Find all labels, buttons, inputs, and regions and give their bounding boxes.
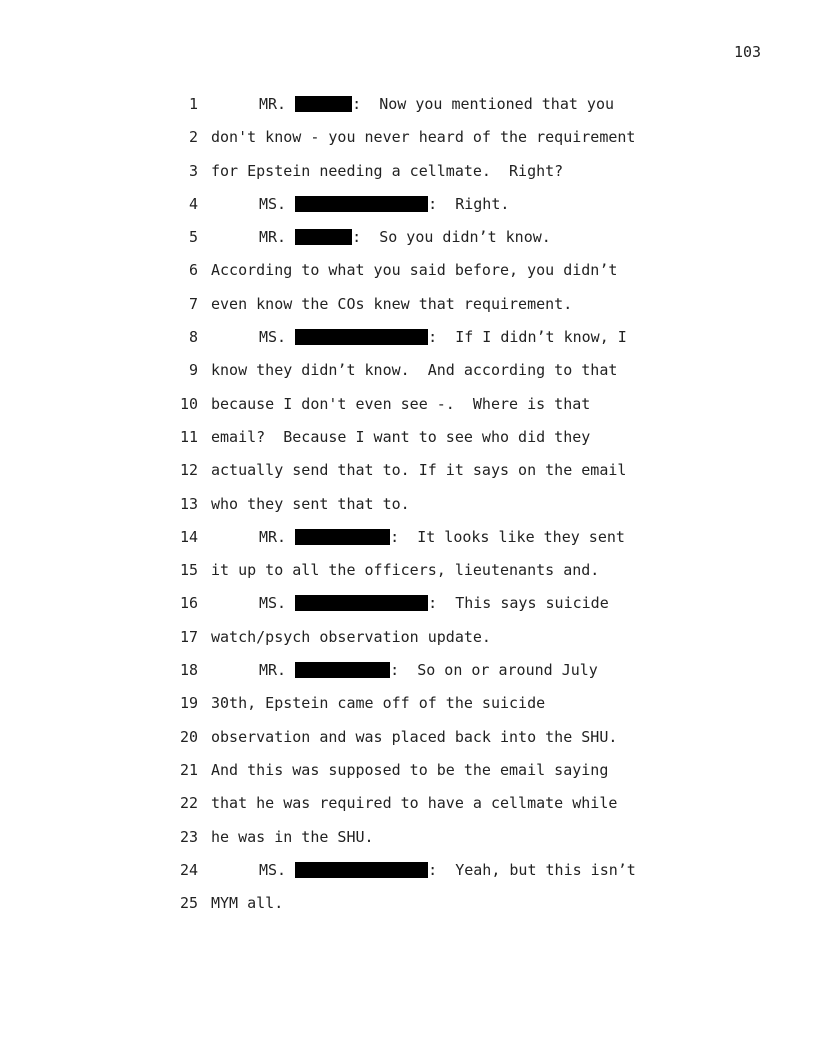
line-number: 6 xyxy=(188,261,198,280)
transcript-line xyxy=(170,292,690,325)
transcript-line xyxy=(170,492,690,525)
transcript-line xyxy=(170,691,690,724)
line-number: 9 xyxy=(188,361,198,380)
transcript-line xyxy=(170,658,690,691)
transcript-body xyxy=(170,92,690,924)
transcript-line xyxy=(170,192,690,225)
line-number: 17 xyxy=(179,627,198,646)
speech-text: : So you didn’t know. xyxy=(352,228,551,247)
line-text xyxy=(211,528,625,546)
line-text: And this was supposed to be the email saying xyxy=(211,760,609,779)
line-text: don't know - you never heard of the requirement xyxy=(211,128,636,147)
line-number: 4 xyxy=(188,194,198,213)
line-text xyxy=(211,228,551,246)
line-number: 8 xyxy=(188,328,198,347)
redaction-bar xyxy=(295,662,390,678)
speaker-label: MS. xyxy=(259,594,287,613)
line-text xyxy=(211,661,598,679)
line-number: 14 xyxy=(179,527,198,546)
line-text: know they didn’t know. And according to that xyxy=(211,361,618,380)
line-number: 13 xyxy=(179,494,198,513)
speech-text: : Yeah, but this isn’t xyxy=(428,860,636,879)
line-text: According to what you said before, you didn’t xyxy=(211,261,618,280)
transcript-line xyxy=(170,558,690,591)
line-text: even know the COs knew that requirement. xyxy=(211,294,573,313)
transcript-line xyxy=(170,825,690,858)
transcript-line xyxy=(170,858,690,891)
line-text: because I don't even see -. Where is that xyxy=(211,394,591,413)
transcript-line xyxy=(170,159,690,192)
redaction-bar xyxy=(295,329,428,345)
line-number: 7 xyxy=(188,294,198,313)
speaker-label: MS. xyxy=(259,860,287,879)
page-number: 103 xyxy=(734,43,762,61)
line-number: 24 xyxy=(179,860,198,879)
line-text xyxy=(211,95,614,113)
transcript-line xyxy=(170,725,690,758)
line-number: 21 xyxy=(179,760,198,779)
line-text: who they sent that to. xyxy=(211,494,410,513)
line-number: 3 xyxy=(188,161,198,180)
transcript-line xyxy=(170,758,690,791)
line-number: 1 xyxy=(188,95,198,113)
line-number: 18 xyxy=(179,661,198,680)
transcript-line xyxy=(170,225,690,258)
redaction-bar xyxy=(295,196,428,212)
speech-text: : It looks like they sent xyxy=(390,527,625,546)
speech-text: : So on or around July xyxy=(390,661,598,680)
transcript-line xyxy=(170,358,690,391)
line-number: 20 xyxy=(179,727,198,746)
transcript-line xyxy=(170,525,690,558)
line-number: 25 xyxy=(179,894,198,913)
line-text xyxy=(211,861,636,879)
line-number: 23 xyxy=(179,827,198,846)
line-text xyxy=(211,328,627,346)
line-number: 15 xyxy=(179,561,198,580)
line-number: 5 xyxy=(188,228,198,247)
transcript-line xyxy=(170,591,690,624)
speaker-label: MR. xyxy=(259,95,287,113)
redaction-bar xyxy=(295,229,352,245)
redaction-bar xyxy=(295,529,390,545)
line-number: 11 xyxy=(179,427,198,446)
transcript-line xyxy=(170,92,690,125)
speech-text: : If I didn’t know, I xyxy=(428,328,627,347)
line-text: actually send that to. If it says on the email xyxy=(211,461,627,480)
speaker-label: MR. xyxy=(259,527,287,546)
redaction-bar xyxy=(295,595,428,611)
transcript-line xyxy=(170,625,690,658)
line-text: email? Because I want to see who did they xyxy=(211,427,591,446)
redaction-bar xyxy=(295,96,352,112)
line-text: watch/psych observation update. xyxy=(211,627,491,646)
line-text: it up to all the officers, lieutenants and. xyxy=(211,561,600,580)
speaker-label: MS. xyxy=(259,194,287,213)
line-text: he was in the SHU. xyxy=(211,827,374,846)
transcript-line xyxy=(170,392,690,425)
line-number: 19 xyxy=(179,694,198,713)
speaker-label: MR. xyxy=(259,661,287,680)
line-number: 12 xyxy=(179,461,198,480)
line-text: that he was required to have a cellmate while xyxy=(211,794,618,813)
transcript-line xyxy=(170,258,690,291)
transcript-line xyxy=(170,125,690,158)
redaction-bar xyxy=(295,862,428,878)
transcript-line xyxy=(170,325,690,358)
line-number: 16 xyxy=(179,594,198,613)
line-text: 30th, Epstein came off of the suicide xyxy=(211,694,546,713)
line-number: 2 xyxy=(188,128,198,147)
line-text: MYM all. xyxy=(211,894,284,913)
line-text xyxy=(211,594,609,612)
speaker-label: MR. xyxy=(259,228,287,247)
speech-text: : Now you mentioned that you xyxy=(352,95,615,113)
transcript-line xyxy=(170,458,690,491)
transcript-line xyxy=(170,425,690,458)
line-number: 22 xyxy=(179,794,198,813)
line-number: 10 xyxy=(179,394,198,413)
line-text xyxy=(211,195,509,213)
transcript-line xyxy=(170,891,690,924)
line-text: for Epstein needing a cellmate. Right? xyxy=(211,161,564,180)
speaker-label: MS. xyxy=(259,328,287,347)
speech-text: : Right. xyxy=(428,194,510,213)
transcript-line xyxy=(170,791,690,824)
line-text: observation and was placed back into the SHU. xyxy=(211,727,618,746)
speech-text: : This says suicide xyxy=(428,594,609,613)
